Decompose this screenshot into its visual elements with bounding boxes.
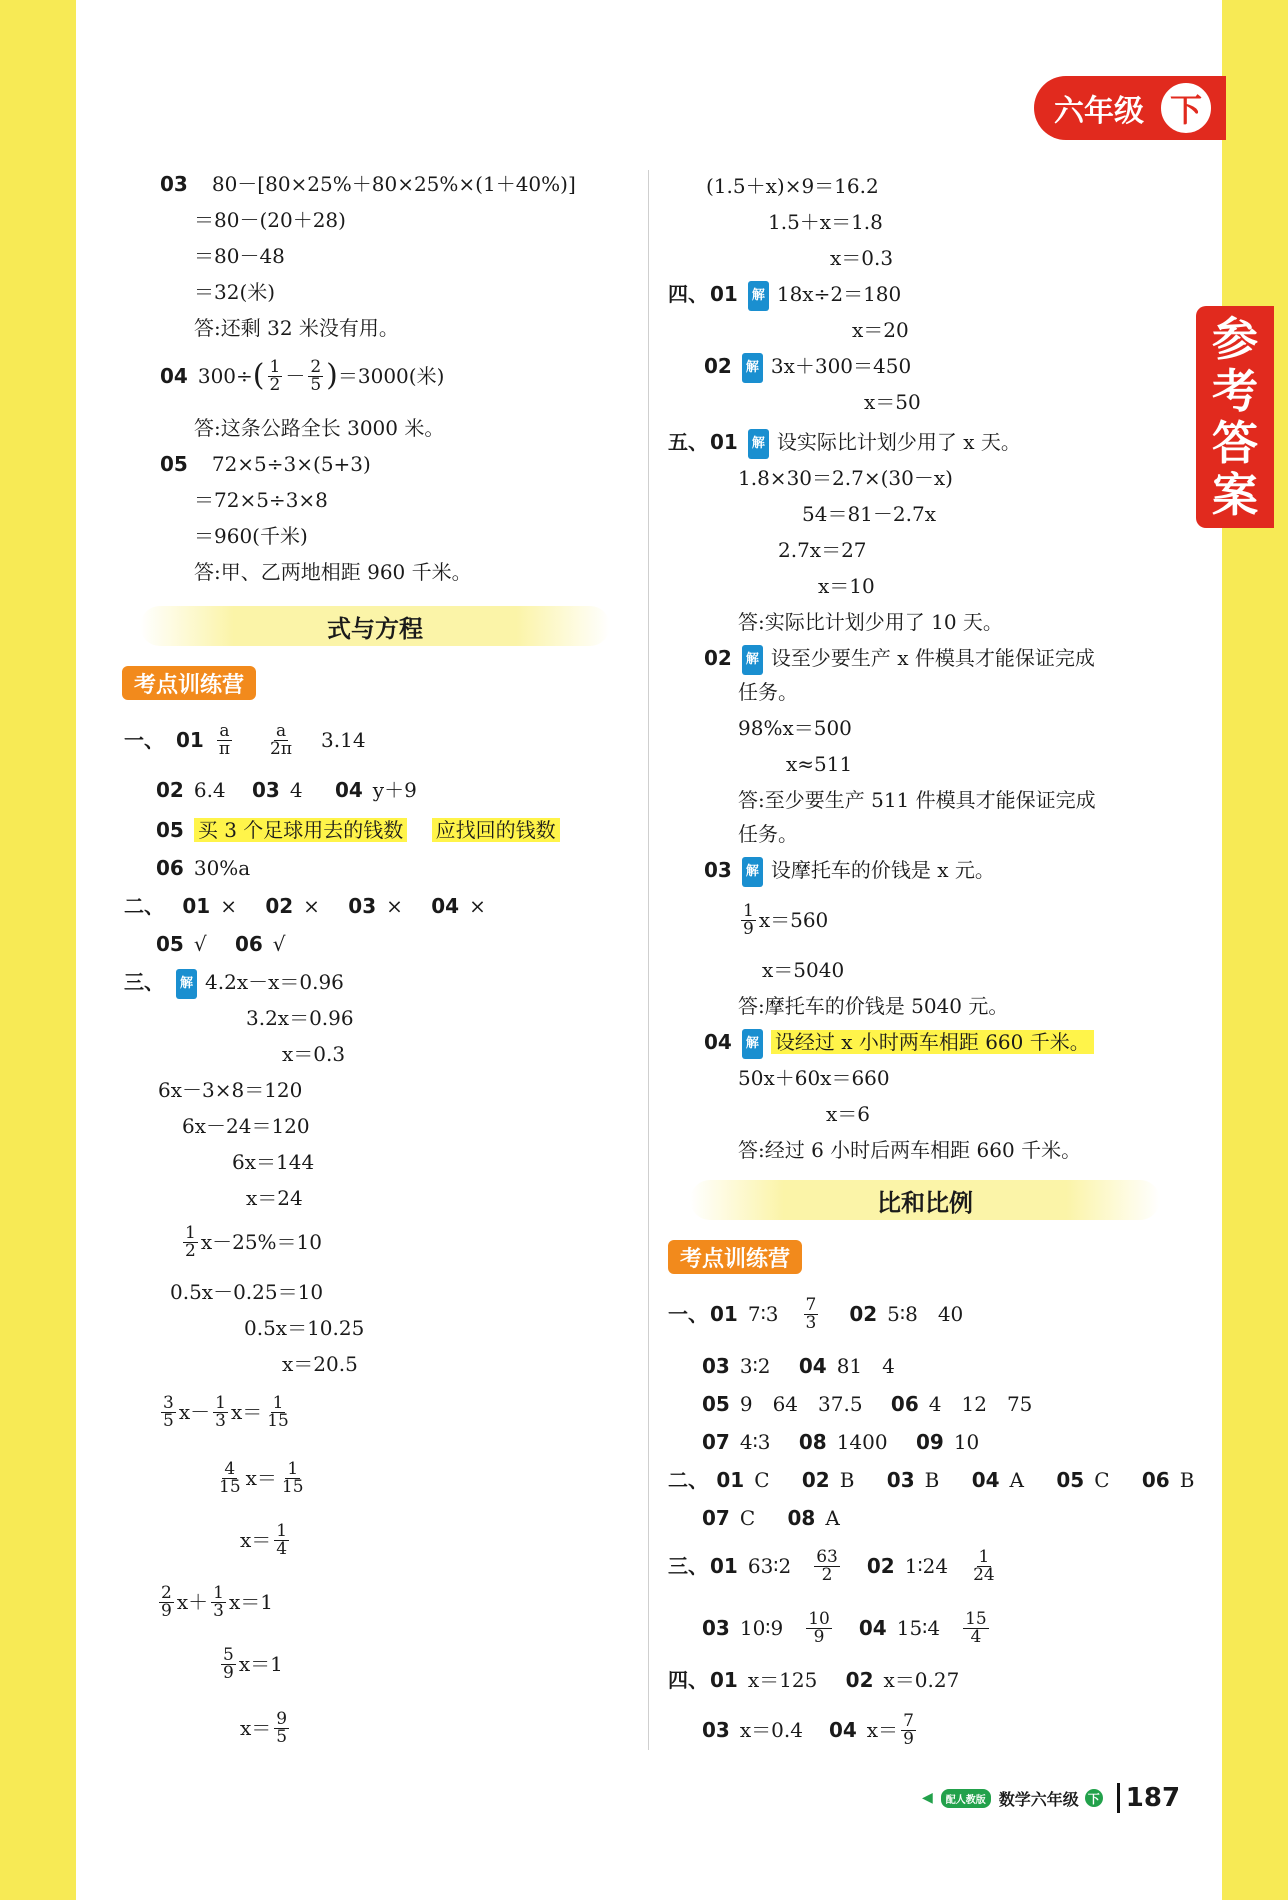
equation: $\frac{2}{9}$ x＋ $\frac{1}{3}$ x＝1	[161, 1582, 273, 1621]
item-number: 03	[252, 778, 280, 802]
equation: (1.5＋x)×9＝16.2	[706, 174, 879, 198]
item-number: 05	[702, 1392, 730, 1416]
solution-icon: 解	[176, 969, 197, 999]
right-color-strip	[1222, 0, 1288, 1900]
fraction: $\frac{1}{15}$	[281, 1458, 304, 1497]
fraction: $\frac{9}{5}$	[276, 1708, 288, 1747]
fraction: $\frac{5}{9}$	[223, 1644, 234, 1683]
answer-value: x＝125	[747, 1668, 818, 1692]
fraction: $\frac{1}{9}$	[743, 900, 754, 939]
item-number: 01	[176, 728, 204, 752]
answer-line	[124, 968, 344, 996]
answer-line: 04 300÷ ( $\frac{1}{2}$ － $\frac{2}{5}$ ) ＝3000(米)	[160, 348, 444, 404]
equation: 0.5x＝10.25	[244, 1316, 365, 1340]
answer-value: 1∶24	[904, 1554, 949, 1578]
item-number: 06	[890, 1392, 919, 1416]
training-camp-tag: 考点训练营	[668, 1240, 802, 1274]
answer-value: 5∶8 40	[887, 1302, 964, 1326]
answer-value: 81 4	[836, 1354, 895, 1378]
answer-value: ×	[303, 894, 320, 918]
left-arrow-icon: ◀	[922, 1790, 933, 1806]
item-number: 05	[156, 932, 184, 956]
part-label: 一、	[668, 1302, 708, 1326]
answer-value: x＝0.4	[739, 1718, 803, 1742]
fraction: $\frac{7}{9}$	[903, 1710, 914, 1749]
fraction: $\frac{15}{4}$	[965, 1608, 987, 1647]
equation: x＝ $\frac{9}{5}$	[240, 1708, 288, 1747]
item-number: 06	[234, 932, 263, 956]
column-divider	[648, 170, 649, 1750]
part-label: 五、	[668, 430, 708, 454]
edition-pill: 配人教版	[941, 1789, 991, 1808]
answer-value: C	[754, 1468, 770, 1492]
answer-line	[702, 1600, 992, 1656]
answer-line	[156, 854, 250, 882]
fraction: $\frac{63}{2}$	[816, 1546, 838, 1585]
part-label: 二、	[668, 1468, 708, 1492]
answer-value: ×	[386, 894, 403, 918]
answer-value: B	[1179, 1468, 1195, 1492]
item-number: 03	[702, 1718, 730, 1742]
equation: 6x－24＝120	[182, 1114, 310, 1138]
answer-line	[124, 892, 486, 920]
item-number: 06	[156, 856, 184, 880]
expression: 72×5÷3×(5+3)	[211, 452, 371, 476]
part-label: 一、	[124, 728, 164, 752]
fraction: $\frac{3}{5}$	[163, 1392, 174, 1431]
answer-line	[668, 1286, 963, 1342]
answer-value: 4 12 75	[928, 1392, 1033, 1416]
equation: x＝5040	[762, 958, 845, 982]
item-number: 04	[334, 778, 363, 802]
equation: 3.2x＝0.96	[246, 1006, 354, 1030]
answer-key-tab	[1196, 306, 1274, 528]
answer-value: 63∶2	[747, 1554, 792, 1578]
answer-statement: 答:甲、乙两地相距 960 千米。	[194, 560, 472, 584]
item-number: 01	[710, 282, 738, 306]
grade-badge	[1034, 76, 1226, 140]
item-number: 04	[160, 364, 188, 388]
item-number: 05	[156, 818, 184, 842]
answer-value: B	[924, 1468, 940, 1492]
equation: $\frac{5}{9}$ x＝1	[223, 1644, 283, 1683]
answer-value: 3.14	[321, 728, 366, 752]
part-label: 二、	[124, 894, 164, 918]
answer-value: 7∶3	[747, 1302, 779, 1326]
answer-value: √	[272, 932, 286, 956]
answer-statement: 答:实际比计划少用了 10 天。	[738, 610, 1003, 634]
answer-statement: 答:还剩 32 米没有用。	[194, 316, 399, 340]
fraction: $\frac{2}{9}$	[161, 1582, 172, 1621]
fraction: $\frac{1}{3}$	[213, 1582, 224, 1621]
solution-icon: 解	[742, 1029, 763, 1059]
expression: ＝3000(米)	[337, 364, 445, 388]
highlighted-answer: 设经过 x 小时两车相距 660 千米。	[771, 1030, 1094, 1054]
answer-line	[156, 776, 417, 804]
answer-value: A	[1009, 1468, 1024, 1492]
solution-icon: 解	[742, 353, 763, 383]
answer-value: C	[739, 1506, 756, 1530]
part-label: 四、	[668, 282, 708, 306]
answer-value: B	[839, 1468, 855, 1492]
equation: 98%x＝500	[738, 716, 852, 740]
equation: $\frac{1}{2}$ x－25%＝10	[185, 1222, 323, 1261]
answer-value: 10∶9	[739, 1616, 784, 1640]
equation: x＝ $\frac{1}{4}$	[240, 1520, 288, 1559]
fraction: $\frac{a}{\pi}$	[218, 720, 231, 759]
part-label: 三、	[124, 970, 164, 994]
answer-value: √	[193, 932, 207, 956]
item-number: 01	[716, 1468, 745, 1492]
answer-line: ＝960(千米)	[194, 524, 308, 548]
answer-line	[124, 712, 366, 768]
equation: 50x＋60x＝660	[738, 1066, 890, 1090]
expression: 80－[80×25%＋80×25%×(1＋40%)]	[211, 172, 576, 196]
fraction: $\frac{2}{5}$	[310, 356, 322, 395]
highlighted-answer: 应找回的钱数	[432, 818, 560, 842]
equation: x＝24	[246, 1186, 303, 1210]
item-number: 04	[971, 1468, 1000, 1492]
item-number: 01	[710, 1302, 738, 1326]
answer-statement: 答:这条公路全长 3000 米。	[194, 416, 445, 440]
answer-line	[160, 450, 371, 478]
page-number: 187	[1117, 1783, 1180, 1813]
training-camp-tag: 考点训练营	[122, 666, 256, 700]
answer-line: ＝80－48	[194, 244, 285, 268]
grade-label: 六年级	[1054, 94, 1144, 129]
answer-line	[668, 1538, 1000, 1594]
answer-value: y＋9	[372, 778, 417, 802]
answer-line	[702, 1352, 895, 1380]
item-number: 09	[915, 1430, 944, 1454]
footer-term: 下	[1085, 1789, 1103, 1807]
answer-line	[668, 1666, 959, 1694]
answer-value: 6.4	[193, 778, 226, 802]
item-number: 02	[849, 1302, 878, 1326]
fraction: $\frac{1}{24}$	[973, 1546, 995, 1585]
answer-line	[668, 280, 901, 308]
item-number: 04	[828, 1718, 857, 1742]
fraction: $\frac{1}{15}$	[267, 1392, 289, 1431]
answer-value: 4	[289, 778, 303, 802]
answer-value: 9 64 37.5	[739, 1392, 863, 1416]
equation: 54＝81－2.7x	[802, 502, 936, 526]
item-number: 02	[704, 646, 732, 670]
equation: 2.7x＝27	[778, 538, 867, 562]
equation: 1.5＋x＝1.8	[768, 210, 883, 234]
fraction: $\frac{4}{15}$	[219, 1458, 241, 1497]
let-statement: 设摩托车的价钱是 x 元。	[770, 858, 995, 882]
item-number: 03	[160, 172, 188, 196]
item-number: 07	[702, 1430, 730, 1454]
equation: 3x＋300＝450	[770, 354, 912, 378]
section-title-equations: 式与方程	[140, 606, 610, 646]
item-number: 01	[182, 894, 211, 918]
equation: x＝0.3	[830, 246, 894, 270]
answer-statement: 答:至少要生产 511 件模具才能保证完成	[738, 788, 1096, 812]
item-number: 03	[886, 1468, 915, 1492]
equation: x＝10	[818, 574, 875, 598]
answer-value: C	[1094, 1468, 1110, 1492]
item-number: 03	[348, 894, 377, 918]
answer-statement: 答:经过 6 小时后两车相距 660 千米。	[738, 1138, 1082, 1162]
answer-line	[160, 170, 576, 198]
side-tab-char: 参	[1212, 312, 1258, 366]
item-number: 05	[1056, 1468, 1085, 1492]
equation: 0.5x－0.25＝10	[170, 1280, 324, 1304]
item-number: 03	[702, 1616, 730, 1640]
equation: 6x－3×8＝120	[158, 1078, 303, 1102]
equation: x＝50	[864, 390, 921, 414]
side-tab-char: 答	[1212, 416, 1258, 470]
answer-value: x＝0.27	[883, 1668, 960, 1692]
equation: x＝20.5	[282, 1352, 358, 1376]
item-number: 04	[858, 1616, 887, 1640]
answer-value: ×	[469, 894, 486, 918]
equation: 1.8×30＝2.7×(30－x)	[738, 466, 953, 490]
fraction: $\frac{10}{9}$	[808, 1608, 830, 1647]
answer-line	[702, 1390, 1032, 1418]
equation: 6x＝144	[232, 1150, 315, 1174]
fraction: $\frac{1}{2}$	[185, 1222, 196, 1261]
item-number: 03	[704, 858, 732, 882]
equation: $\frac{3}{5}$ x－ $\frac{1}{3}$ x＝ $\frac{1}{15}$	[163, 1392, 289, 1431]
left-color-strip	[0, 0, 76, 1900]
page-footer	[922, 1780, 1180, 1816]
answer-line	[156, 816, 560, 844]
answer-line	[704, 1028, 1094, 1056]
highlighted-answer: 买 3 个足球用去的钱数	[194, 818, 407, 842]
answer-line	[704, 856, 995, 884]
item-number: 01	[710, 1554, 738, 1578]
answer-statement: 答:摩托车的价钱是 5040 元。	[738, 994, 1009, 1018]
part-label: 三、	[668, 1554, 708, 1578]
item-number: 02	[704, 354, 732, 378]
fraction: $\frac{1}{3}$	[215, 1392, 226, 1431]
item-number: 01	[710, 1668, 738, 1692]
answer-line	[668, 428, 1021, 456]
answer-line	[702, 1504, 840, 1532]
side-tab-char: 考	[1212, 364, 1258, 418]
equation: 4.2x－x＝0.96	[205, 970, 344, 994]
solution-icon: 解	[748, 281, 769, 311]
solution-icon: 解	[748, 429, 769, 459]
answer-value: 1400	[836, 1430, 888, 1454]
equation: x＝20	[852, 318, 909, 342]
equation: x＝0.3	[282, 1042, 346, 1066]
answer-value: 3∶2	[739, 1354, 771, 1378]
item-number: 01	[710, 430, 738, 454]
item-number: 02	[156, 778, 184, 802]
answer-value: x＝	[866, 1718, 899, 1742]
item-number: 04	[798, 1354, 827, 1378]
answer-value: A	[825, 1506, 840, 1530]
solution-icon: 解	[742, 645, 763, 675]
item-number: 04	[431, 894, 460, 918]
answer-line: ＝32(米)	[194, 280, 276, 304]
let-statement: 设实际比计划少用了 x 天。	[776, 430, 1021, 454]
solution-icon: 解	[742, 857, 763, 887]
answer-statement: 任务。	[738, 822, 798, 846]
fraction: $\frac{7}{3}$	[805, 1294, 817, 1333]
let-statement: 设至少要生产 x 件模具才能保证完成	[770, 646, 1095, 670]
footer-subject: 数学六年级	[998, 1789, 1079, 1809]
answer-value: 4∶3	[739, 1430, 771, 1454]
item-number: 03	[702, 1354, 730, 1378]
fraction: $\frac{1}{4}$	[276, 1520, 288, 1559]
item-number: 02	[845, 1668, 874, 1692]
answer-value: 15∶4	[896, 1616, 941, 1640]
answer-line: ＝80－(20＋28)	[194, 208, 346, 232]
equation: $\frac{4}{15}$ x＝ $\frac{1}{15}$	[219, 1458, 304, 1497]
item-number: 02	[801, 1468, 830, 1492]
answer-value: 10	[953, 1430, 980, 1454]
answer-line	[702, 1702, 919, 1758]
answer-value: ×	[220, 894, 237, 918]
let-statement: 任务。	[738, 680, 798, 704]
fraction: $\frac{1}{2}$	[269, 356, 281, 395]
answer-line	[704, 644, 1095, 672]
equation: x＝6	[826, 1102, 871, 1126]
fraction: $\frac{a}{2\pi}$	[270, 720, 293, 759]
answer-line	[702, 1428, 979, 1456]
answer-line	[704, 352, 911, 380]
item-number: 07	[702, 1506, 730, 1530]
equation: $\frac{1}{9}$ x＝560	[743, 900, 829, 939]
answer-value: 30%a	[193, 856, 251, 880]
section-title-ratio: 比和比例	[690, 1180, 1160, 1220]
answer-line: ＝72×5÷3×8	[194, 488, 328, 512]
equation: x≈511	[786, 752, 853, 776]
item-number: 02	[265, 894, 294, 918]
item-number: 05	[160, 452, 188, 476]
item-number: 02	[866, 1554, 895, 1578]
part-label: 四、	[668, 1668, 708, 1692]
item-number: 06	[1141, 1468, 1170, 1492]
item-number: 04	[704, 1030, 732, 1054]
item-number: 08	[798, 1430, 827, 1454]
expression: 300÷	[197, 364, 253, 388]
item-number: 08	[787, 1506, 816, 1530]
answer-line	[668, 1466, 1194, 1494]
side-tab-char: 案	[1212, 468, 1258, 522]
answer-line	[156, 930, 286, 958]
term-circle: 下	[1158, 80, 1214, 136]
equation: 18x÷2＝180	[776, 282, 902, 306]
